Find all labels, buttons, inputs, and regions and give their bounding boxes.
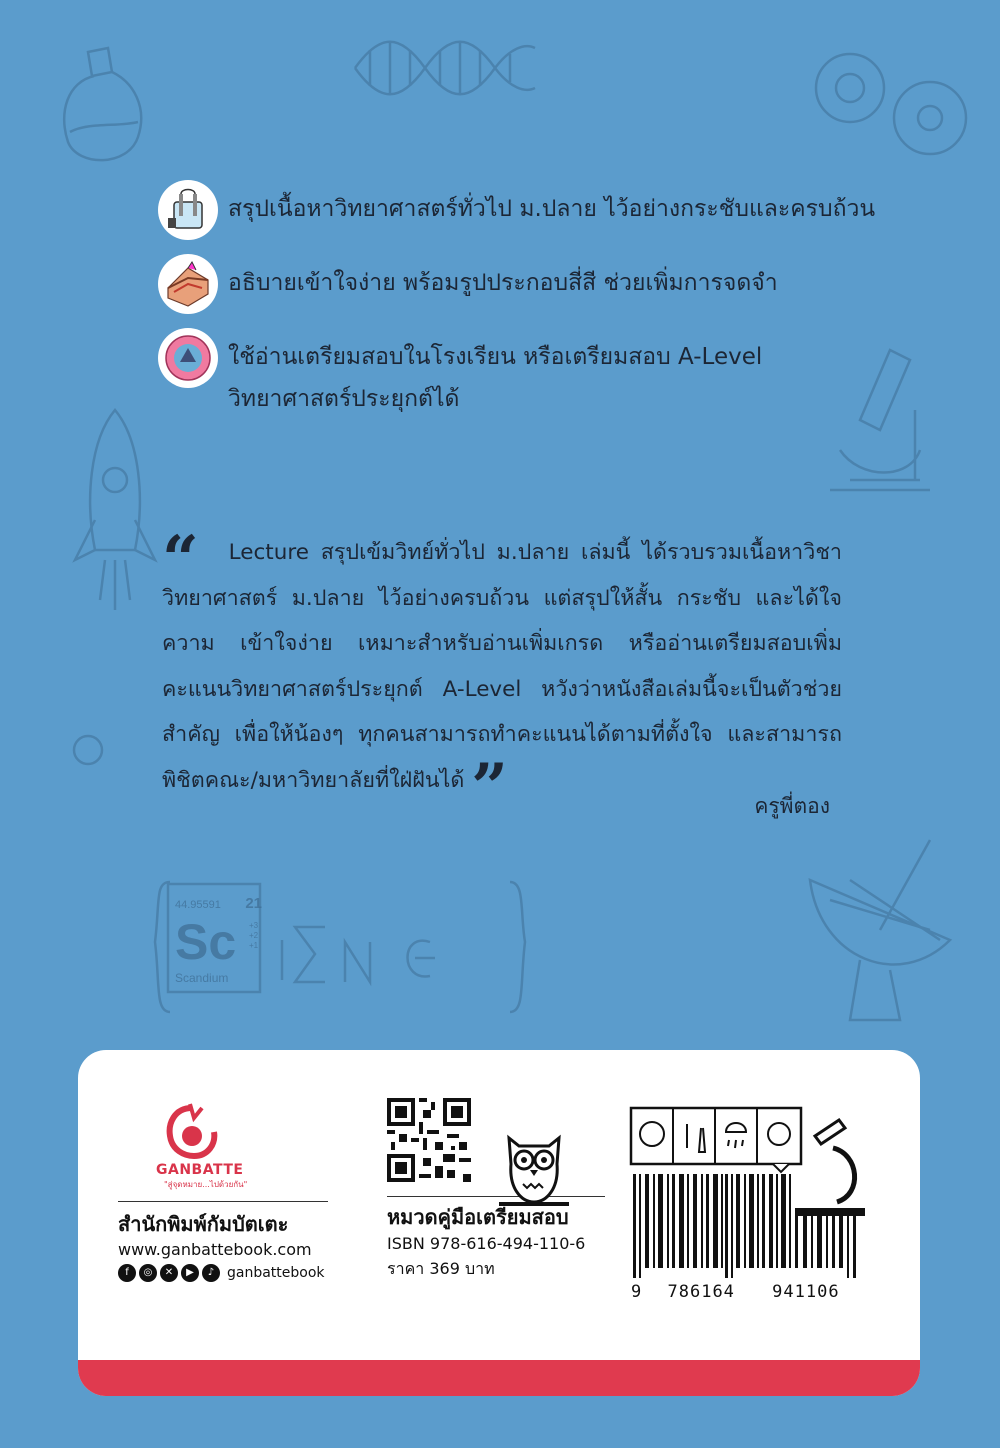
element-charges: +3 +2 +1 (249, 921, 259, 950)
facebook-icon: f (118, 1264, 136, 1282)
element-name: Scandium (175, 971, 229, 985)
social-handle: ganbattebook (227, 1265, 325, 1281)
feature-list (158, 188, 878, 442)
barcode-digits (631, 1282, 840, 1302)
open-quote-mark: “ (162, 522, 199, 597)
social-links (118, 1264, 368, 1282)
element-mass: 44.95591 (175, 899, 221, 911)
feature-item (158, 262, 878, 314)
barcode-digit-group-1: 786164 (667, 1282, 735, 1302)
red-footer-bar (78, 1360, 920, 1396)
book-isbn: ISBN 978-616-494-110-6 (387, 1234, 586, 1253)
tiktok-icon: ♪ (202, 1264, 220, 1282)
feature-text: สรุปเนื้อหาวิทยาศาสตร์ทั่วไป ม.ปลาย ไว้อย่างกระชับและครบถ้วน (228, 196, 876, 222)
youtube-icon: ▶ (181, 1264, 199, 1282)
electrolysis-icon (158, 180, 218, 240)
quote-author: ครูพี่ตอง (754, 794, 830, 818)
book-price: ราคา 369 บาท (387, 1259, 495, 1278)
earth-layers-icon (158, 254, 218, 314)
gears-doodle-icon (790, 28, 980, 178)
element-symbol: Sc (175, 914, 237, 970)
barcode-digit-prefix: 9 (631, 1282, 643, 1302)
science-word-text (175, 895, 262, 985)
divider (387, 1196, 605, 1197)
planet-doodle-icon (68, 730, 108, 770)
close-quote-mark: ” (471, 749, 508, 825)
qr-code-icon (387, 1098, 471, 1182)
publisher-website: www.ganbattebook.com (118, 1240, 312, 1259)
instagram-icon: ◎ (139, 1264, 157, 1282)
info-panel (78, 1050, 920, 1396)
book-category: หมวดคู่มือเตรียมสอบ (387, 1205, 569, 1229)
owl-icon (499, 1124, 569, 1210)
divider (118, 1201, 328, 1202)
x-icon: ✕ (160, 1264, 178, 1282)
publisher-slogan: "สู่จุดหมาย...ไปด้วยกัน" (164, 1180, 248, 1189)
publisher-block (118, 1100, 368, 1282)
publisher-name: สำนักพิมพ์กัมบัตเตะ (118, 1212, 289, 1236)
bottle-doodle-icon (48, 42, 158, 172)
quote-text: Lecture สรุปเข้มวิทย์ทั่วไป ม.ปลาย เล่มนี้ ได้รวบรวมเนื้อหาวิชาวิทยาศาสตร์ ม.ปลาย ไว้อย่างครบถ้วน แต่สรุปให้สั้น กระชับ และได้ใจความ เข้าใจง่าย เหมาะสำหรับอ่านเพิ่มเกรด หรืออ่านเตรียมสอบเพิ่มคะแนนวิทยาศาสตร์ประยุกต์ A-Level หวังว่าหนังสือเล่มนี้จะเป็นตัวช่วยสำคัญ เพื่อให้น้องๆ ทุกคนสามารถทำคะแนนได้ตามที่ตั้งใจ และสามารถพิชิตคณะ/มหาวิทยาลัยที่ใฝ่ฝันได้ (162, 540, 842, 793)
book-info-block (387, 1098, 607, 1281)
feature-text: ใช้อ่านเตรียมสอบในโรงเรียน หรือเตรียมสอบ A-Level วิทยาศาสตร์ประยุกต์ได้ (228, 344, 763, 412)
rocket-doodle-icon (60, 400, 170, 620)
feature-item (158, 336, 878, 420)
feature-item (158, 188, 878, 240)
ganbatte-logo-icon (164, 1100, 220, 1160)
satellite-dish-doodle-icon (790, 820, 960, 1030)
publisher-brand: GANBATTE (156, 1162, 244, 1178)
element-number: 21 (245, 895, 263, 912)
dna-doodle-icon (350, 28, 540, 108)
cell-icon (158, 328, 218, 388)
barcode-icon (623, 1098, 873, 1278)
feature-text: อธิบายเข้าใจง่าย พร้อมรูปประกอบสี่สี ช่วยเพิ่มการจดจำ (228, 270, 778, 296)
barcode-digit-group-2: 941106 (772, 1282, 840, 1302)
